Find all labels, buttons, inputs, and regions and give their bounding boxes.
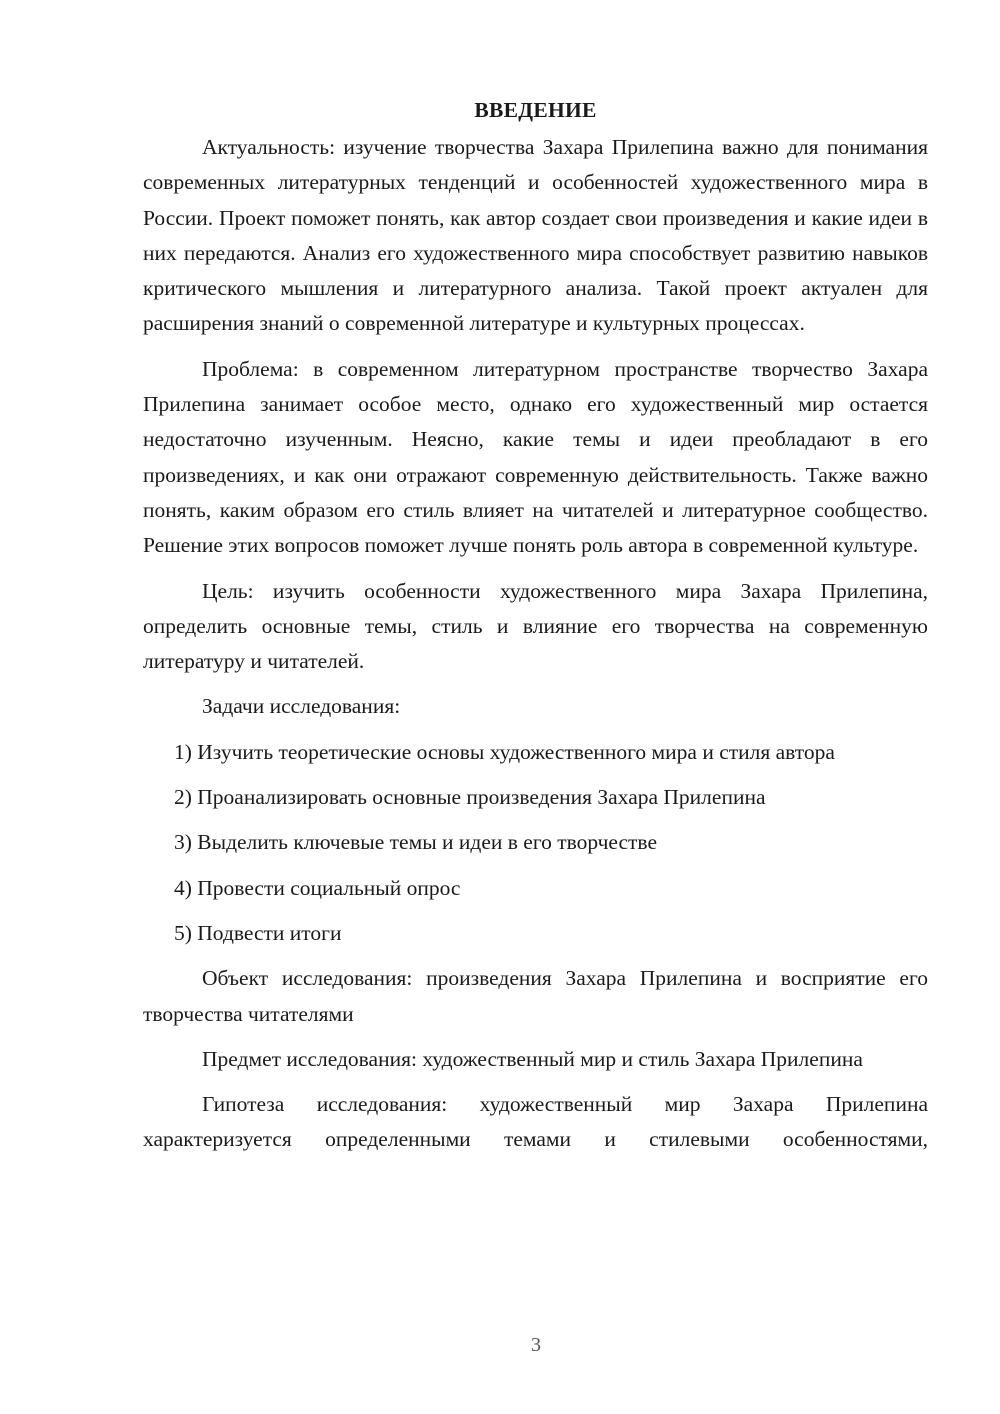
paragraph-problem: Проблема: в современном литературном пространстве творчество Захара Прилепина занимает особое место, однако его художественный мир остается недостаточно изученным. Неясно, какие темы и идеи преобладают в его произведениях, и как они отражают современную действительность. Также важно понять, каким образом его стиль влияет на читателей и литературное сообщество. Решение этих вопросов поможет лучше понять роль автора в современной культуре. bbox=[143, 356, 928, 558]
paragraph-relevance: Актуальность: изучение творчества Захара Прилепина важно для понимания современных литературных тенденций и особенностей художественного мира в России. Проект поможет понять, как автор создает свои произведения и какие идеи в них передаются. Анализ его художественного мира способствует развитию навыков критического мышления и литературного анализа. Такой проект актуален для расширения знаний о современной литературе и культурных процессах. bbox=[143, 135, 928, 336]
paragraph-goal: Цель: изучить особенности художественного мира Захара Прилепина, определить основные темы, стиль и влияние его творчества на современную литературу и читателей. bbox=[143, 578, 928, 674]
task-item-4: 4) Провести социальный опрос bbox=[174, 875, 461, 900]
tasks-heading: Задачи исследования: bbox=[202, 694, 401, 719]
document-body bbox=[143, 93, 928, 1158]
task-list bbox=[143, 735, 928, 951]
paragraph-object: Объект исследования: произведения Захара Прилепина и восприятие его творчества читателями bbox=[143, 966, 928, 1026]
page-title: ВВЕДЕНИЕ bbox=[474, 98, 597, 122]
task-item-1: 1) Изучить теоретические основы художественного мира и стиля автора bbox=[174, 739, 835, 764]
paragraph-subject: Предмет исследования: художественный мир и стиль Захара Прилепина bbox=[202, 1046, 863, 1071]
task-item-5: 5) Подвести итоги bbox=[174, 920, 342, 945]
task-item-2: 2) Проанализировать основные произведения Захара Прилепина bbox=[174, 785, 766, 810]
paragraph-hypothesis: Гипотеза исследования: художественный мир Захара Прилепина характеризуется определенными темами и стилевыми особенностями, bbox=[143, 1092, 928, 1152]
task-item-3: 3) Выделить ключевые темы и идеи в его творчестве bbox=[174, 830, 658, 855]
page-number: 3 bbox=[531, 1334, 541, 1356]
